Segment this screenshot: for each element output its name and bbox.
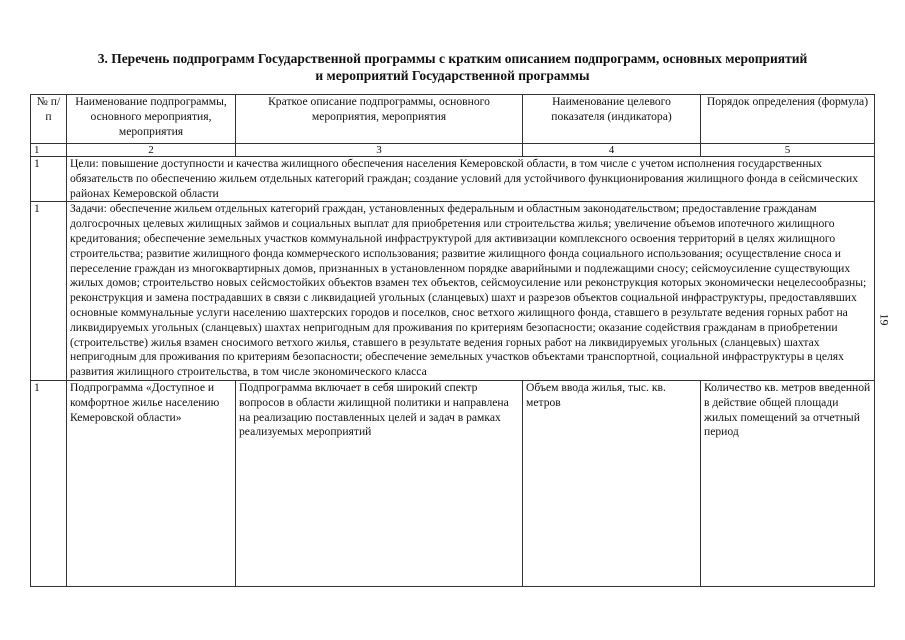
header-name: Наименование подпрограммы, основного мероприятия, мероприятия — [67, 95, 236, 144]
header-description: Краткое описание подпрограммы, основного мероприятия, мероприятия — [236, 95, 523, 144]
column-number-2: 2 — [67, 144, 236, 157]
table-header-row — [31, 95, 875, 144]
tasks-row-number: 1 — [31, 202, 67, 381]
page-number: 19 — [877, 313, 892, 326]
column-numbers-row — [31, 144, 875, 157]
header-indicator: Наименование целевого показателя (индикатора) — [523, 95, 701, 144]
tasks-text: Задачи: обеспечение жильем отдельных категорий граждан, установленных федеральным и областным законодательством; предоставление гражданам долгосрочных целевых жилищных займов и социальных выплат для приобретения или строительства жилья; увеличение объемов ипотечного жилищного кредитования; обеспечение земельных участков коммунальной инфраструктурой для активизации комплексного освоения территорий в целях жилищного строительства; развитие жилищного фонда коммерческого использования; развитие жилищного фонда социального использования; осуществление сноса и переселение граждан из многоквартирных домов, признанных в установленном порядке аварийными и подлежащими сносу; сейсмоусиление существующих жилых домов; строительство новых сейсмостойких объектов взамен тех объектов, сейсмоусиление или реконструкция которых экономически нецелесообразны; реконструкция и замена пострадавших в связи с ликвидацией угольных (сланцевых) шахт и разрезов объектов социальной инфраструктуры, предоставлявших основные коммунальные услуги населению шахтерских городов и поселков, снос ветхого жилищного фонда, ставшего в результате ведения горных работ на ликвидируемых угольных (сланцевых) шахтах непригодным для проживания по критериям безопасности; оказание содействия гражданам в приобретении (строительстве) жилья взамен сносимого ветхого жилья, ставшего в результате ведения горных работ на ликвидируемых угольных (сланцевых) шахтах непригодным для проживания по критериям безопасности; обеспечение земельных участков объектами транспортной, социальной инфраструктуры в целях развития жилищного строительства, в том числе экономического класса — [67, 202, 875, 381]
subprogram-indicator: Объем ввода жилья, тыс. кв. метров — [523, 380, 701, 586]
column-number-5: 5 — [701, 144, 875, 157]
subprogram-description: Подпрограмма включает в себя широкий спектр вопросов в области жилищной политики и направлена на реализацию поставленных целей и задач в рамках реализуемых мероприятий — [236, 380, 523, 586]
subprogram-row-number: 1 — [31, 380, 67, 586]
column-number-1: 1 — [31, 144, 67, 157]
goal-row-number: 1 — [31, 157, 67, 202]
title-line-2: и мероприятий Государственной программы — [315, 68, 590, 83]
document-title — [30, 50, 875, 84]
subprogram-name: Подпрограмма «Доступное и комфортное жилье населению Кемеровской области» — [67, 380, 236, 586]
subprograms-table — [30, 94, 875, 587]
header-formula: Порядок определения (формула) — [701, 95, 875, 144]
subprogram-row — [31, 380, 875, 586]
column-number-4: 4 — [523, 144, 701, 157]
tasks-row — [31, 202, 875, 381]
title-line-1: 3. Перечень подпрограмм Государственной программы с кратким описанием подпрограмм, основных мероприятий — [97, 51, 808, 66]
header-number: № п/п — [31, 95, 67, 144]
column-number-3: 3 — [236, 144, 523, 157]
subprogram-formula: Количество кв. метров введенной в действие общей площади жилых помещений за отчетный период — [701, 380, 875, 586]
goal-text: Цели: повышение доступности и качества жилищного обеспечения населения Кемеровской области, в том числе с учетом исполнения государственных обязательств по обеспечению жильем отдельных категорий граждан; создание условий для устойчивого функционирования жилищного фонда в сейсмических районах Кемеровской области — [67, 157, 875, 202]
goal-row — [31, 157, 875, 202]
